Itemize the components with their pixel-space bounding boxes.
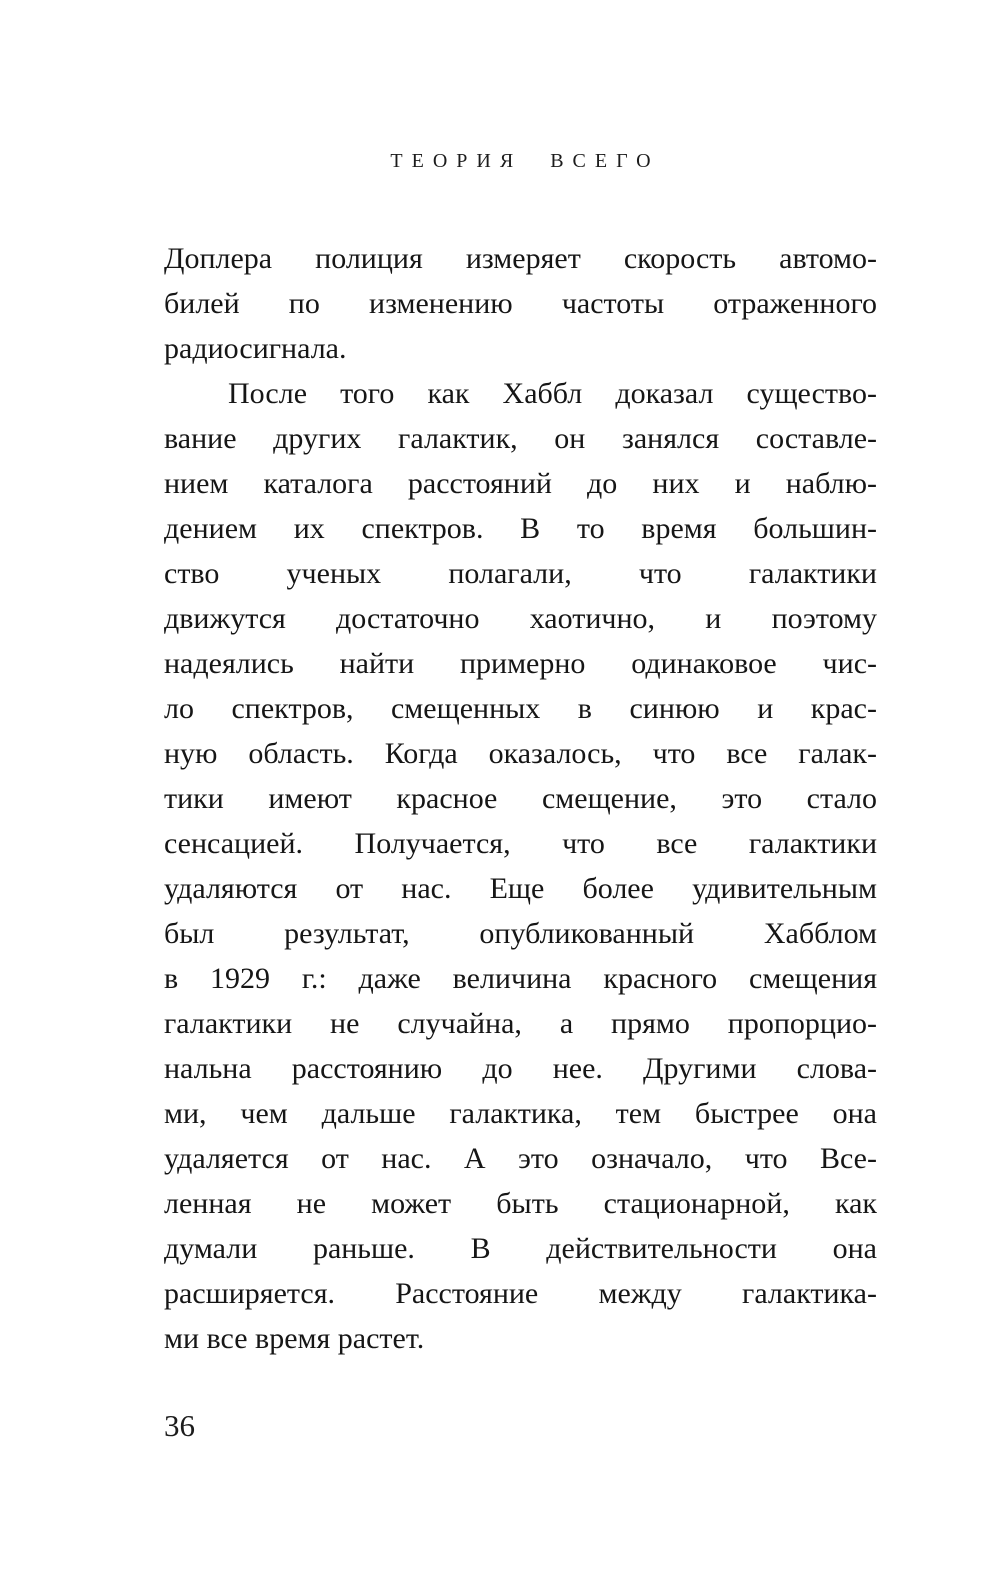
text-line: думали раньше. В действительности она xyxy=(164,1232,877,1265)
text-line: нием каталога расстояний до них и наблю- xyxy=(164,467,877,500)
text-line: После того как Хаббл доказал существо- xyxy=(228,377,877,410)
text-line: в 1929 г.: даже величина красного смещения xyxy=(164,962,877,995)
text-line: нальна расстоянию до нее. Другими слова- xyxy=(164,1052,877,1085)
page-number: 36 xyxy=(164,1408,195,1443)
text-line: сенсацией. Получается, что все галактики xyxy=(164,827,877,860)
text-line: ство ученых полагали, что галактики xyxy=(164,557,877,590)
text-line: ло спектров, смещенных в синюю и крас- xyxy=(164,692,877,725)
text-line: вание других галактик, он занялся составле- xyxy=(164,422,877,455)
text-line: надеялись найти примерно одинаковое чис- xyxy=(164,647,877,680)
text-line: был результат, опубликованный Хабблом xyxy=(164,917,877,950)
text-line: тики имеют красное смещение, это стало xyxy=(164,782,877,815)
text-line: ную область. Когда оказалось, что все галак- xyxy=(164,737,877,770)
text-line: дением их спектров. В то время большин- xyxy=(164,512,877,545)
text-line: расширяется. Расстояние между галактика- xyxy=(164,1277,877,1310)
text-line: удаляются от нас. Еще более удивительным xyxy=(164,872,877,905)
text-line: ленная не может быть стационарной, как xyxy=(164,1187,877,1220)
text-line: ми все время растет. xyxy=(164,1322,425,1355)
text-line: галактики не случайна, а прямо пропорцио- xyxy=(164,1007,877,1040)
text-line: движутся достаточно хаотично, и поэтому xyxy=(164,602,877,635)
text-line: ми, чем дальше галактика, тем быстрее она xyxy=(164,1097,877,1130)
text-line: удаляется от нас. А это означало, что Все- xyxy=(164,1142,877,1175)
body-text xyxy=(164,236,877,1361)
text-line: Доплера полиция измеряет скорость автомо- xyxy=(164,242,877,275)
running-head: ТЕОРИЯ ВСЕГО xyxy=(390,150,660,172)
text-line: билей по изменению частоты отраженного xyxy=(164,287,877,320)
text-line: радиосигнала. xyxy=(164,332,347,365)
